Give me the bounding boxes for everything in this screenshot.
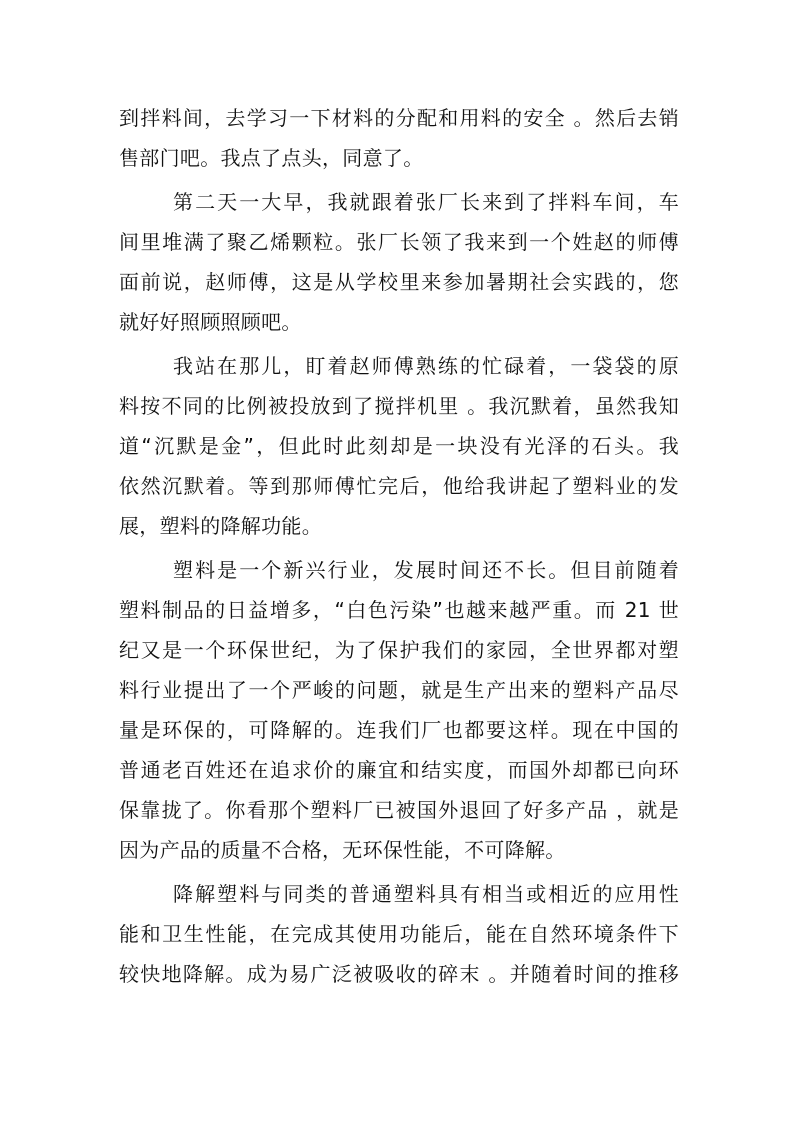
text-line: 因为产品的质量不合格，无环保性能，不可降解。 bbox=[119, 838, 566, 862]
text-line: 能和卫生性能，在完成其使用功能后，能在自然环境条件下 bbox=[119, 922, 679, 946]
text-line: 间里堆满了聚乙烯颗粒。张厂长领了我来到一个姓赵的师傅 bbox=[119, 230, 679, 254]
text-line: 纪又是一个环保世纪，为了保护我们的家园，全世界都对塑 bbox=[119, 638, 679, 662]
text-line: 较快地降解。成为易广泛被吸收的碎末 。并随着时间的推移 bbox=[119, 962, 679, 986]
text-line: 我站在那儿，盯着赵师傅熟练的忙碌着，一袋袋的原 bbox=[173, 354, 679, 378]
text-line: 塑料是一个新兴行业，发展时间还不长。但目前随着 bbox=[173, 558, 679, 582]
body-text bbox=[119, 98, 679, 994]
text-line: 第二天一大早，我就跟着张厂长来到了拌料车间，车 bbox=[173, 190, 679, 214]
text-line: 降解塑料与同类的普通塑料具有相当或相近的应用性 bbox=[173, 882, 679, 906]
text-line: 道“沉默是金”，但此时此刻却是一块没有光泽的石头。我 bbox=[119, 434, 679, 458]
text-line: 依然沉默着。等到那师傅忙完后，他给我讲起了塑料业的发 bbox=[119, 474, 679, 498]
text-line: 就好好照顾照顾吧。 bbox=[119, 310, 302, 334]
text-line: 料按不同的比例被投放到了搅拌机里 。我沉默着，虽然我知 bbox=[119, 394, 679, 418]
text-line: 塑料制品的日益增多，“白色污染”也越来越严重。而 21 世 bbox=[119, 598, 679, 622]
text-line: 量是环保的，可降解的。连我们厂也都要这样。现在中国的 bbox=[119, 718, 679, 742]
text-line: 普通老百姓还在追求价的廉宜和结实度，而国外却都已向环 bbox=[119, 758, 679, 782]
text-line: 展，塑料的降解功能。 bbox=[119, 514, 322, 538]
text-line: 售部门吧。我点了点头，同意了。 bbox=[119, 146, 424, 170]
text-line: 面前说，赵师傅，这是从学校里来参加暑期社会实践的，您 bbox=[119, 270, 679, 294]
text-line: 保靠拢了。你看那个塑料厂已被国外退回了好多产品 ，就是 bbox=[119, 798, 679, 822]
text-line: 到拌料间，去学习一下材料的分配和用料的安全 。然后去销 bbox=[119, 106, 679, 130]
text-line: 料行业提出了一个严峻的问题，就是生产出来的塑料产品尽 bbox=[119, 678, 679, 702]
